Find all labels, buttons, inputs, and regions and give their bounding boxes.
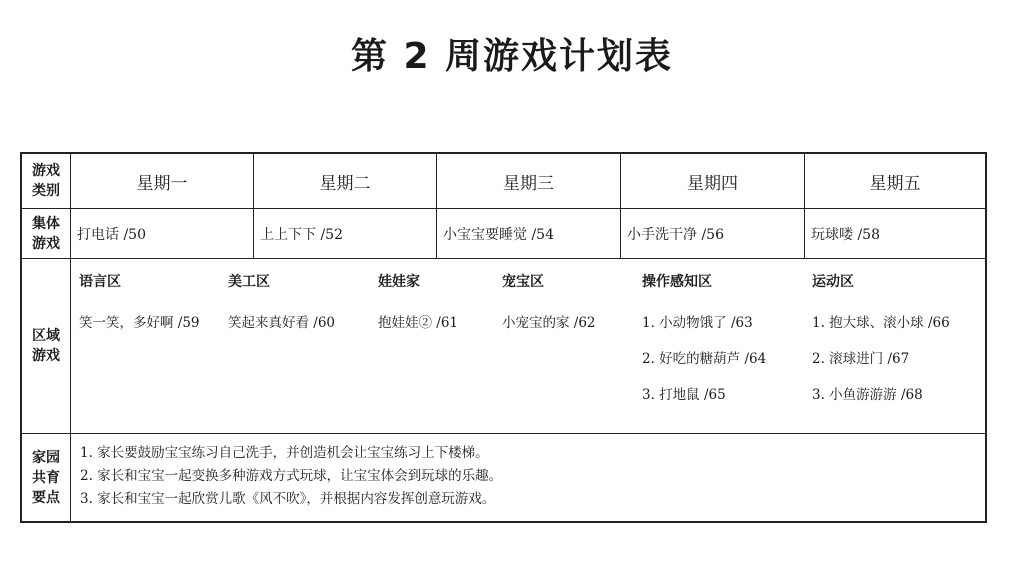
zone-item: 3. 小鱼游游游 /68 [812,387,923,403]
zone-item: 3. 打地鼠 /65 [642,387,726,403]
game-plan-table [20,152,987,523]
page-title: 第 2 周游戏计划表 [350,36,674,77]
day-header-tuesday: 星期二 [254,154,437,208]
home-note: 1. 家长要鼓励宝宝练习自己洗手，并创造机会让宝宝练习上下楼梯。 [80,445,489,461]
zone-item: 笑起来真好看 /60 [228,315,336,331]
zone-item: 小宠宝的家 /62 [502,315,596,331]
zone-item: 笑一笑，多好啊 /59 [79,315,200,331]
zone-name: 运动区 [812,274,854,290]
zone-sensory [642,259,766,403]
day-header-monday: 星期一 [71,154,254,208]
zone-sports [812,259,950,403]
day-header-wednesday: 星期三 [437,154,621,208]
zone-doll-house [378,259,458,331]
row-label-zone-games: 区域游戏 [22,259,71,433]
zone-name: 美工区 [228,274,270,290]
zone-name: 语言区 [79,274,121,290]
home-note: 3. 家长和宝宝一起欣赏儿歌《风不吹》，并根据内容发挥创意玩游戏。 [80,491,496,507]
zone-item: 1. 抱大球、滚小球 /66 [812,315,950,331]
zone-name: 宠宝区 [502,274,544,290]
home-notes-list [80,442,502,511]
day-header-friday: 星期五 [869,173,921,194]
zone-games-row [22,259,985,434]
zone-name: 操作感知区 [642,274,712,290]
zone-item: 抱娃娃② /61 [378,315,459,331]
group-game-monday: 打电话 /50 [71,209,254,258]
day-header-thursday: 星期四 [621,154,805,208]
home-notes-row [22,434,985,521]
home-note: 2. 家长和宝宝一起变换多种游戏方式玩球，让宝宝体会到玩球的乐趣。 [80,468,503,484]
group-game-thursday: 小手洗干净 /56 [621,209,805,258]
zone-language [79,259,200,331]
zone-item: 2. 滚球进门 /67 [812,351,910,367]
zone-item: 1. 小动物饿了 /63 [642,315,753,331]
group-game-tuesday: 上上下下 /52 [254,209,437,258]
row-label-home-notes: 家园共育要点 [22,434,71,521]
group-game-wednesday: 小宝宝要睡觉 /54 [437,209,621,258]
group-game-friday: 玩球喽 /58 [811,226,880,243]
zone-name: 娃娃家 [378,274,420,290]
table-header-row [22,154,985,209]
row-label-group-games: 集体游戏 [22,209,71,258]
zone-pet [502,259,596,331]
zone-item: 2. 好吃的糖葫芦 /64 [642,351,767,367]
group-games-row [22,209,985,259]
row-label-game-category: 游戏类别 [22,154,71,208]
zone-art [228,259,335,331]
